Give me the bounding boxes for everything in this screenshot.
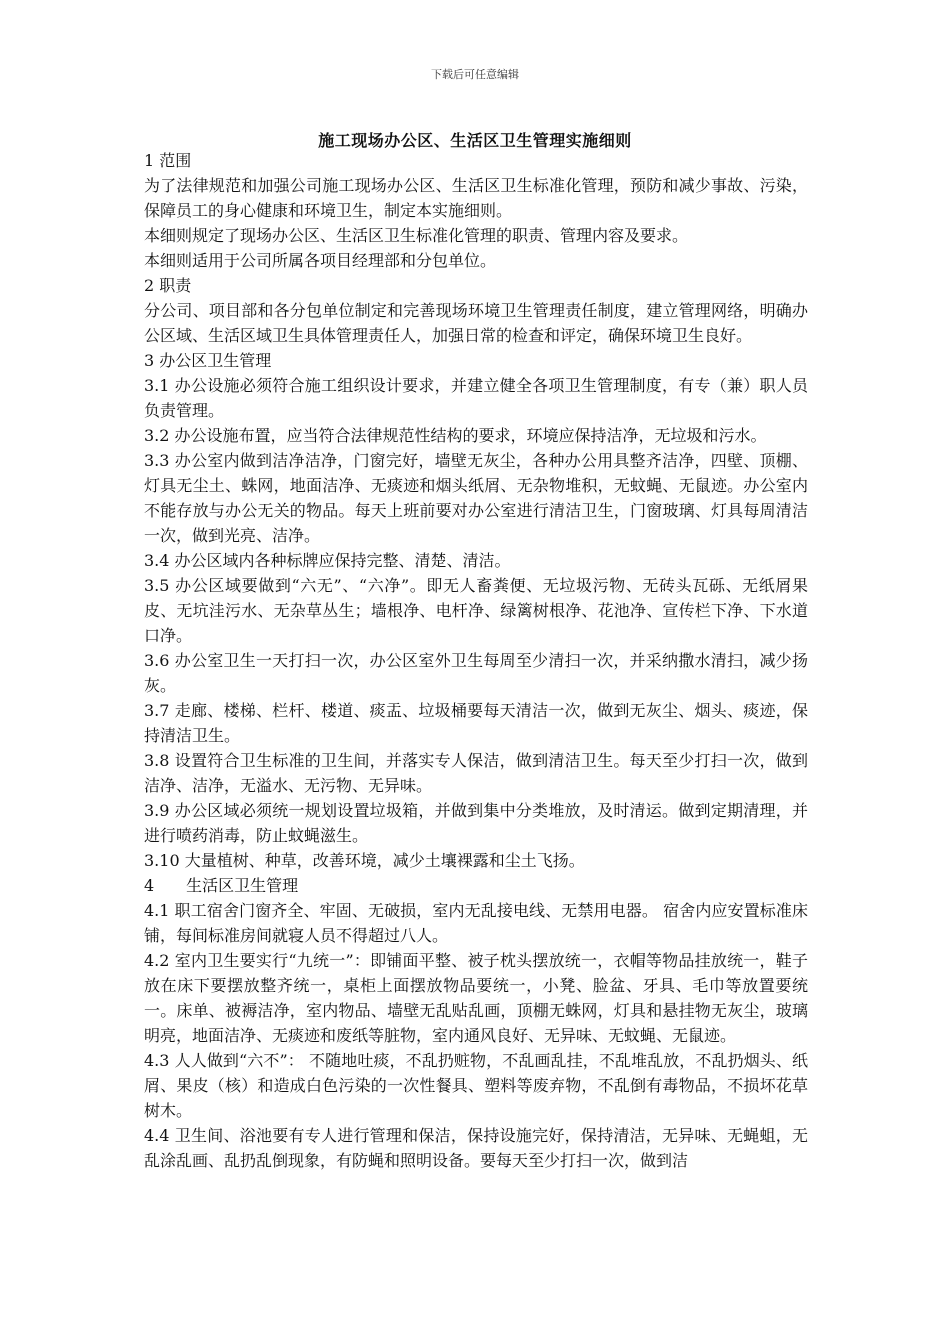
clause-3-8: 3.8 设置符合卫生标准的卫生间，并落实专人保洁，做到清洁卫生。每天至少打扫一次，做到洁净、洁净，无溢水、无污物、无异味。 (144, 751, 808, 795)
clause-3-6: 3.6 办公室卫生一天打扫一次，办公区室外卫生每周至少清扫一次，并采纳撒水清扫，减少扬灰。 (144, 651, 808, 695)
document-body (144, 148, 808, 1173)
section-heading-2: 2 职责 (144, 276, 192, 295)
section-heading-3: 3 办公区卫生管理 (144, 351, 272, 370)
clause-3-1: 3.1 办公设施必须符合施工组织设计要求，并建立健全各项卫生管理制度，有专（兼）职人员负责管理。 (144, 376, 808, 420)
clause-3-7: 3.7 走廊、楼梯、栏杆、楼道、痰盂、垃圾桶要每天清洁一次，做到无灰尘、烟头、痰迹，保持清洁卫生。 (144, 701, 808, 745)
paragraph: 分公司、项目部和各分包单位制定和完善现场环境卫生管理责任制度，建立管理网络，明确办公区域、生活区域卫生具体管理责任人，加强日常的检查和评定，确保环境卫生良好。 (144, 301, 808, 345)
clause-3-3: 3.3 办公室内做到洁净洁净，门窗完好，墙壁无灰尘，各种办公用具整齐洁净，四壁、顶棚、灯具无尘土、蛛网，地面洁净、无痰迹和烟头纸屑、无杂物堆积，无蚊蝇、无鼠迹。办公室内不能存放与办公无关的物品。每天上班前要对办公室进行清洁卫生，门窗玻璃、灯具每周清洁一次，做到光亮、洁净。 (144, 451, 808, 545)
clause-3-2: 3.2 办公设施布置，应当符合法律规范性结构的要求，环境应保持洁净，无垃圾和污水。 (144, 426, 767, 445)
clause-3-9: 3.9 办公区域必须统一规划设置垃圾箱，并做到集中分类堆放，及时清运。做到定期清理，并进行喷药消毒，防止蚊蝇滋生。 (144, 801, 808, 845)
header-note: 下载后可任意编辑 (431, 68, 519, 81)
clause-4-4: 4.4 卫生间、浴池要有专人进行管理和保洁，保持设施完好，保持清洁，无异味、无蝇蛆，无乱涂乱画、乱扔乱倒现象，有防蝇和照明设备。要每天至少打扫一次，做到洁 (144, 1126, 808, 1170)
paragraph: 为了法律规范和加强公司施工现场办公区、生活区卫生标准化管理，预防和减少事故、污染，保障员工的身心健康和环境卫生，制定本实施细则。 (144, 176, 808, 220)
document-title: 施工现场办公区、生活区卫生管理实施细则 (318, 131, 632, 150)
paragraph: 本细则规定了现场办公区、生活区卫生标准化管理的职责、管理内容及要求。 (144, 226, 689, 245)
clause-4-2: 4.2 室内卫生要实行“九统一”：即铺面平整、被子枕头摆放统一，衣帽等物品挂放统一，鞋子放在床下要摆放整齐统一，桌柜上面摆放物品要统一，小凳、脸盆、牙具、毛巾等放置要统一。床单、被褥洁净，室内物品、墙壁无乱贴乱画，顶棚无蛛网，灯具和悬挂物无灰尘，玻璃明亮，地面洁净、无痰迹和废纸等脏物，室内通风良好、无异味、无蚊蝇、无鼠迹。 (144, 951, 808, 1045)
clause-4-1: 4.1 职工宿舍门窗齐全、牢固、无破损，室内无乱接电线、无禁用电器。 宿舍内应安置标准床铺，每间标准房间就寝人员不得超过八人。 (144, 901, 808, 945)
clause-3-4: 3.4 办公区域内各种标牌应保持完整、清楚、清洁。 (144, 551, 511, 570)
clause-4-3: 4.3 人人做到“六不”： 不随地吐痰，不乱扔赃物，不乱画乱挂，不乱堆乱放，不乱扔烟头、纸屑、果皮（核）和造成白色污染的一次性餐具、塑料等废弃物，不乱倒有毒物品，不损坏花草树木。 (144, 1051, 808, 1120)
clause-3-5: 3.5 办公区域要做到“六无”、“六净”。即无人畜粪便、无垃圾污物、无砖头瓦砾、无纸屑果皮、无坑洼污水、无杂草丛生；墙根净、电杆净、绿篱树根净、花池净、宣传栏下净、下水道口净。 (144, 576, 808, 645)
section-heading-4: 4 生活区卫生管理 (144, 876, 299, 895)
section-heading-1: 1 范围 (144, 151, 192, 170)
clause-3-10: 3.10 大量植树、种草，改善环境，减少土壤裸露和尘土飞扬。 (144, 851, 585, 870)
paragraph: 本细则适用于公司所属各项目经理部和分包单位。 (144, 251, 497, 270)
